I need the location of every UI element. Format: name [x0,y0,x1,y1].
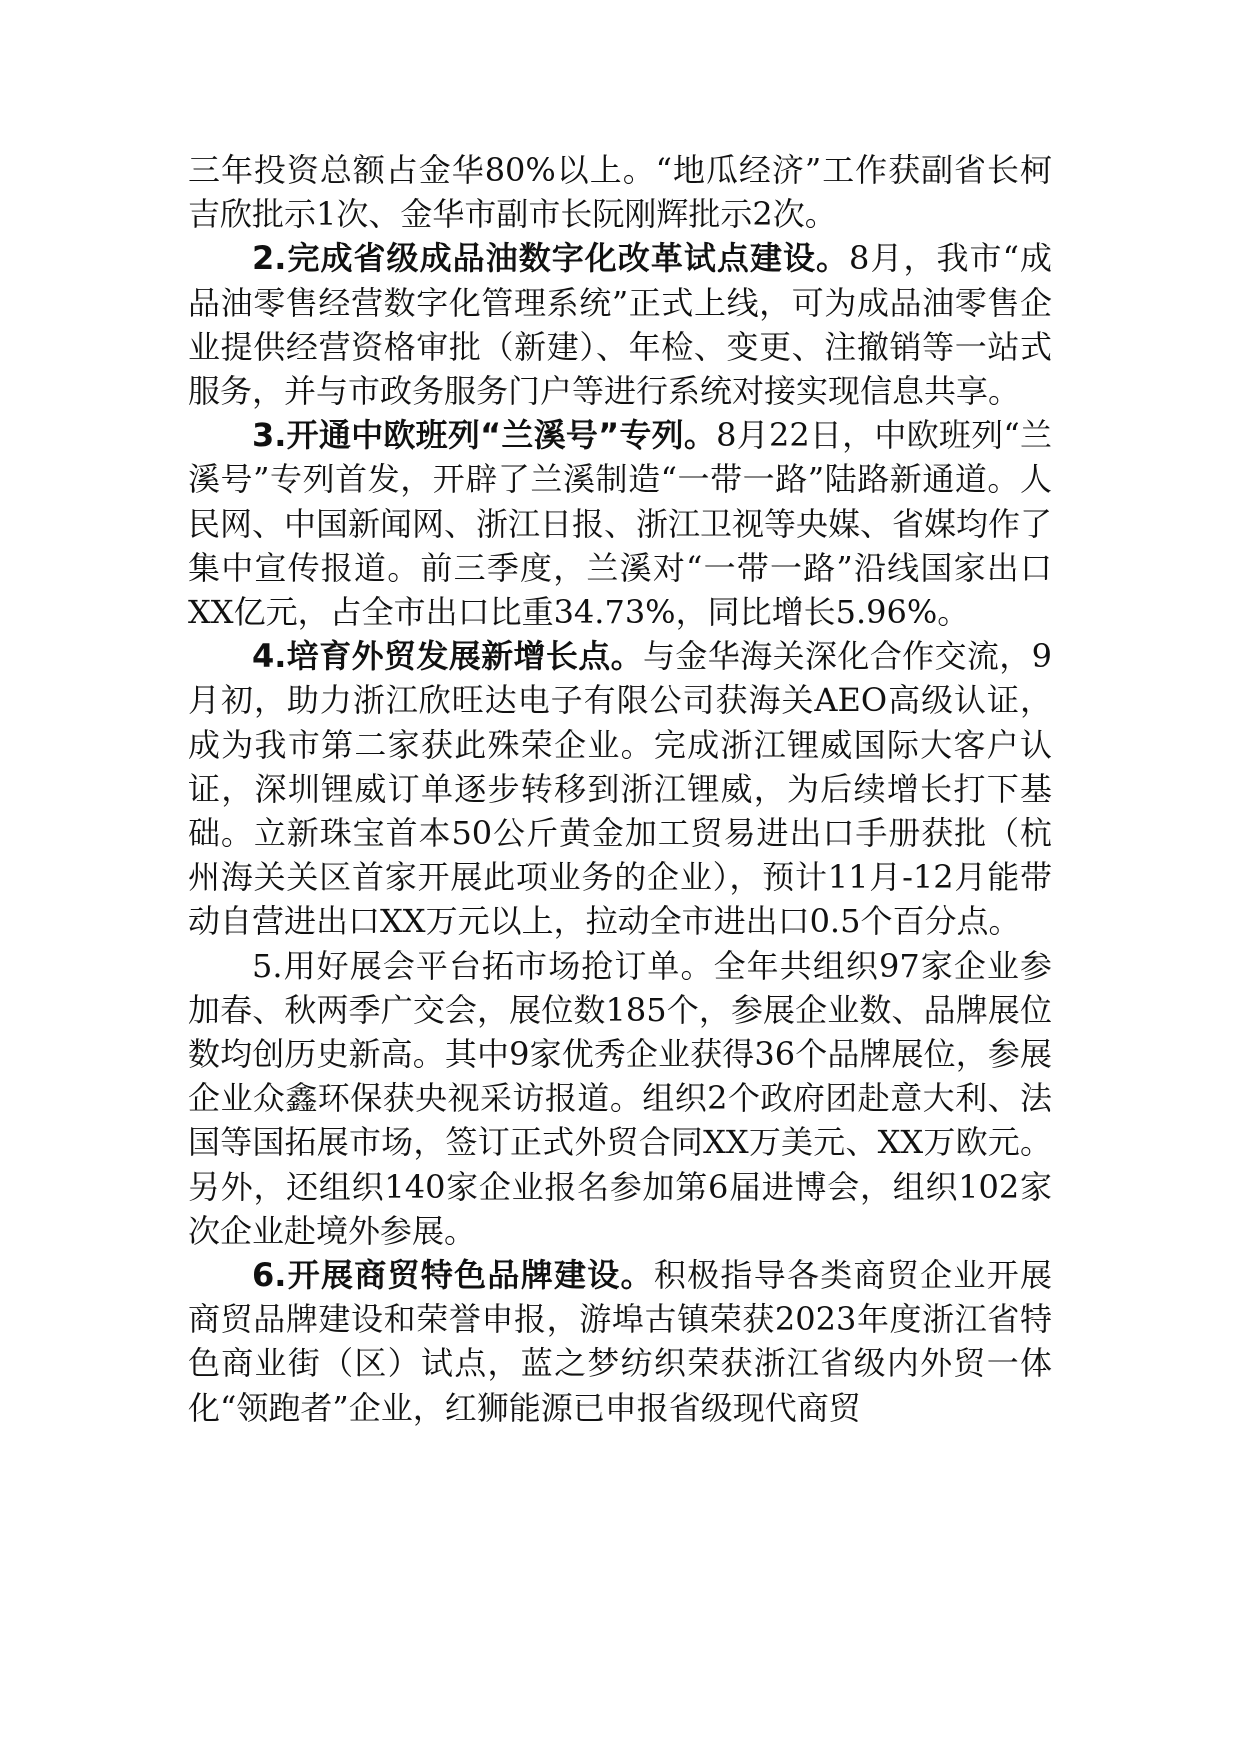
paragraph-investment-continued [188,148,1052,236]
paragraph-heading: 3.开通中欧班列“兰溪号”专列。 [252,416,717,455]
paragraph-body: 8月，我市“成品油零售经营数字化管理系统”正式上线，可为成品油零售企业提供经营资格审批（新建）、年检、变更、注撤销等一站式服务，并与市政务服务门户等进行系统对接实现信息共享。 [188,239,1052,411]
paragraph-heading: 4.培育外贸发展新增长点。 [252,637,644,676]
document-body [188,148,1052,1430]
paragraph-exhibition-platform [188,944,1052,1253]
paragraph-body: 三年投资总额占金华80%以上。“地瓜经济”工作获副省长柯吉欣批示1次、金华市副市长阮刚辉批示2次。 [188,151,1052,234]
paragraph-body: 5.用好展会平台拓市场抢订单。全年共组织97家企业参加春、秋两季广交会，展位数185个，参展企业数、品牌展位数均创历史新高。其中9家优秀企业获得36个品牌展位，参展企业众鑫环保获央视采访报道。组织2个政府团赴意大利、法国等国拓展市场，签订正式外贸合同XX万美元、XX万欧元。另外，还组织140家企业报名参加第6届进博会，组织102家次企业赴境外参展。 [188,946,1052,1250]
paragraph-body: 与金华海关深化合作交流，9月初，助力浙江欣旺达电子有限公司获海关AEO高级认证，成为我市第二家获此殊荣企业。完成浙江锂威国际大客户认证，深圳锂威订单逐步转移到浙江锂威，为后续增长打下基础。立新珠宝首本50公斤黄金加工贸易进出口手册获批（杭州海关关区首家开展此项业务的企业），预计11月-12月能带动自营进出口XX万元以上，拉动全市进出口0.5个百分点。 [188,637,1052,941]
paragraph-heading: 6.开展商贸特色品牌建设。 [252,1256,654,1295]
paragraph-china-europe-train [188,413,1052,634]
paragraph-body: 8月22日，中欧班列“兰溪号”专列首发，开辟了兰溪制造“一带一路”陆路新通道。人民网、中国新闻网、浙江日报、浙江卫视等央媒、省媒均作了集中宣传报道。前三季度，兰溪对“一带一路”沿线国家出口XX亿元，占全市出口比重34.73%，同比增长5.96%。 [188,416,1053,632]
paragraph-heading: 2.完成省级成品油数字化改革试点建设。 [252,239,850,278]
paragraph-oil-digitalization [188,236,1052,413]
paragraph-foreign-trade-growth [188,634,1052,943]
paragraph-body: 积极指导各类商贸企业开展商贸品牌建设和荣誉申报，游埠古镇荣获2023年度浙江省特色商业街（区）试点，蓝之梦纺织荣获浙江省级内外贸一体化“领跑者”企业，红狮能源已申报省级现代商贸 [188,1256,1052,1427]
paragraph-commerce-brand [188,1253,1052,1430]
